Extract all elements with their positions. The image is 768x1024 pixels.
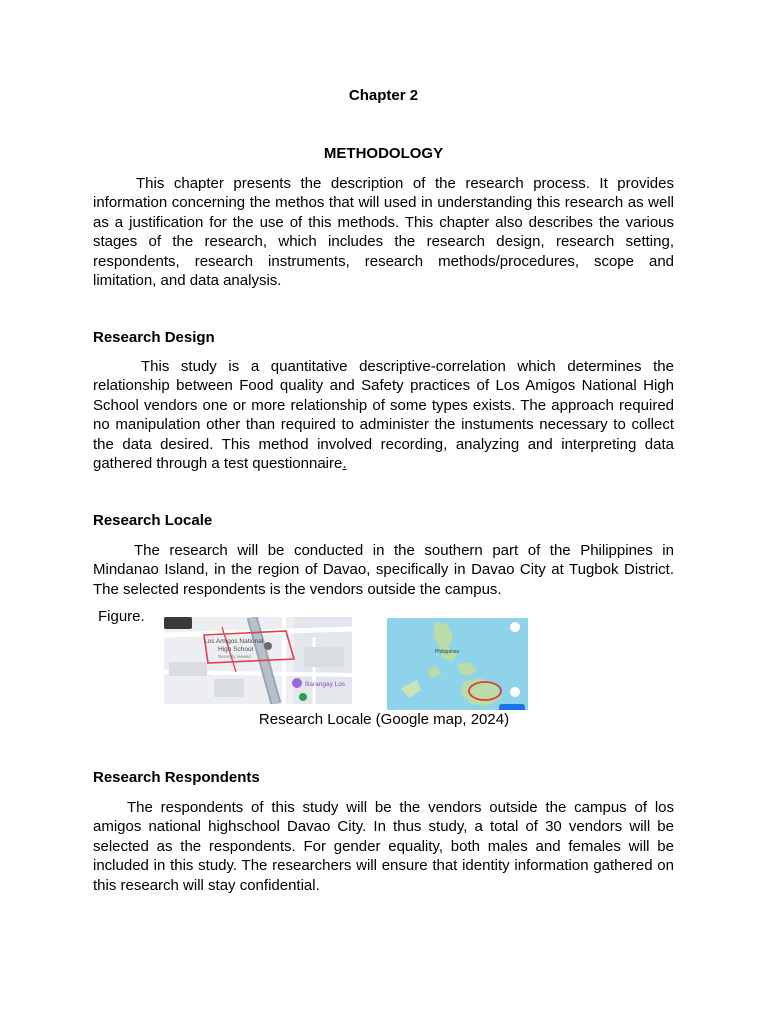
chapter-heading: Chapter 2: [348, 87, 419, 104]
philippines-map-image: [387, 618, 528, 710]
research-locale-paragraph: [93, 541, 674, 599]
map-label-barangay: Barangay Los: [305, 681, 346, 688]
street-map-image: [164, 617, 352, 704]
intro-text: This chapter presents the description of the research process. It provides information concerning the methos that will used in understanding this research as well as a justification for the use of this methods. This chapter also describes the various stages of the research, which includes the research design, research setting, respondents, research instruments, research methods/procedures, scope and limitation, and data analysis.: [93, 175, 674, 290]
research-design-paragraph: [93, 357, 674, 473]
research-respondents-text: The respondents of this study will be the vendors outside the campus of los amigos national highschool Davao City. In thus study, a total of 30 vendors will be selected as the respondents. For gender equality, both males and females will be included in this study. The researchers will ensure that identity information gathered on this research will stay confidential.: [93, 799, 674, 894]
map-label-school: Los Amigos National: [204, 638, 264, 645]
research-design-end: .: [342, 455, 347, 473]
map-label-recent: Recently viewed: [218, 654, 251, 659]
intro-paragraph: [93, 174, 674, 290]
research-locale-heading: Research Locale: [93, 512, 213, 529]
map-label-highschool: High School: [218, 646, 254, 653]
research-respondents-heading: Research Respondents: [93, 769, 260, 786]
philippines-map-graphic: [387, 618, 528, 710]
research-design-text: This study is a quantitative descriptive-correlation which determines the relationship between Food quality and Safety practices of Los Amigos National High School vendors one or more relationship of some types exists. The approach required no manipulation other than required to administer the instuments necessary to collect the data desired. This method involved recording, analyzing and interpreting data gathered through a test questionnaire: [93, 358, 674, 473]
research-respondents-paragraph: [93, 798, 674, 895]
figure-label: Figure.: [98, 608, 145, 625]
street-map-graphic: [164, 617, 352, 704]
research-design-heading: Research Design: [93, 329, 215, 346]
research-locale-text: The research will be conducted in the southern part of the Philippines in Mindanao Island, in the region of Davao, specifically in Davao City at Tugbok District. The selected respondents is the vendors outside the campus.: [93, 542, 674, 598]
figure-caption: Research Locale (Google map, 2024): [258, 711, 510, 728]
map-label-philippines: Philippines: [435, 649, 460, 655]
methodology-title: METHODOLOGY: [323, 145, 444, 162]
